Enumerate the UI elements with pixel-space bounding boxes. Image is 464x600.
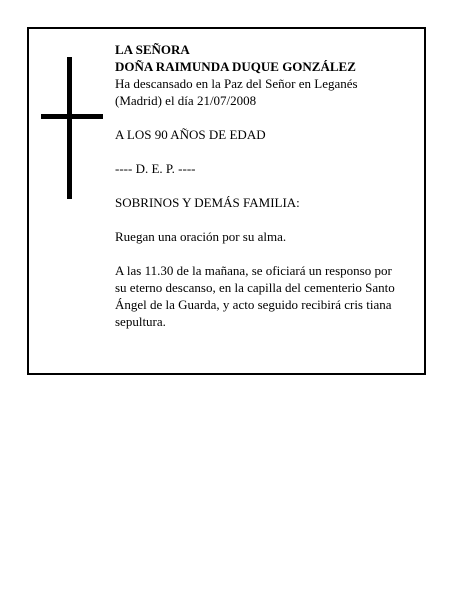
intro-line-2: (Madrid) el día 21/07/2008: [115, 93, 257, 108]
heading-title: LA SEÑORA: [115, 42, 190, 57]
family-line: SOBRINOS Y DEMÁS FAMILIA:: [115, 195, 300, 210]
service-line-1: A las 11.30 de la mañana, se oficiará un responso por: [115, 263, 392, 278]
rip-line: ---- D. E. P. ----: [115, 161, 196, 176]
intro-line-1: Ha descansado en la Paz del Señor en Leganés: [115, 76, 358, 91]
cross-vertical-bar: [67, 57, 72, 199]
request-line: Ruegan una oración por su alma.: [115, 229, 287, 244]
obituary-notice: [27, 27, 426, 375]
service-line-4: sepultura.: [115, 314, 166, 329]
cross-icon: [41, 57, 103, 199]
service-line-2: su eterno descanso, en la capilla del cementerio Santo: [115, 280, 395, 295]
notice-text: [115, 41, 415, 330]
age-line: A LOS 90 AÑOS DE EDAD: [115, 127, 266, 142]
deceased-name: DOÑA RAIMUNDA DUQUE GONZÁLEZ: [115, 59, 356, 74]
cross-horizontal-bar: [41, 114, 103, 119]
service-line-3: Ángel de la Guarda, y acto seguido recibirá cris tiana: [115, 297, 392, 312]
